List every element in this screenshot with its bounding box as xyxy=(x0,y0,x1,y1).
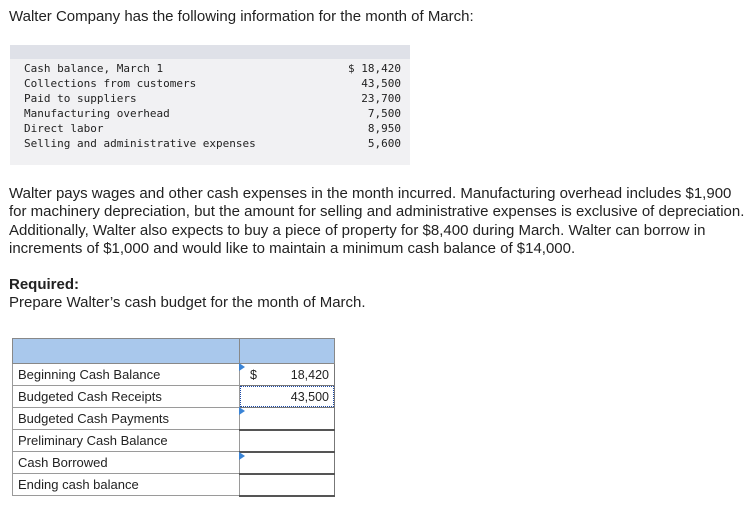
row-label: Budgeted Cash Payments xyxy=(13,408,240,430)
cash-budget-table xyxy=(12,338,335,497)
info-label: Collections from customers xyxy=(24,77,197,90)
flag-icon xyxy=(239,363,245,371)
info-row xyxy=(24,61,401,76)
info-label: Manufacturing overhead xyxy=(24,107,170,120)
flag-icon xyxy=(239,407,245,415)
info-label: Cash balance, March 1 xyxy=(24,62,164,75)
table-row xyxy=(13,452,335,474)
info-row xyxy=(24,136,401,151)
info-row xyxy=(24,121,401,136)
row-label: Cash Borrowed xyxy=(13,452,240,474)
header-cell xyxy=(240,339,335,364)
table-row xyxy=(13,386,335,408)
required-text: Prepare Walter’s cash budget for the month of March. xyxy=(9,294,366,311)
amount-input[interactable] xyxy=(240,452,335,474)
info-value: 8,950 xyxy=(367,122,401,135)
header-cell xyxy=(13,339,240,364)
problem-intro: Walter Company has the following information for the month of March: xyxy=(9,8,474,25)
amount-input[interactable] xyxy=(240,364,335,386)
row-label: Beginning Cash Balance xyxy=(13,364,240,386)
info-label: Selling and administrative expenses xyxy=(24,137,256,150)
table-row xyxy=(13,430,335,452)
info-value: 23,700 xyxy=(361,92,401,105)
problem-paragraph: Walter pays wages and other cash expenses in the month incurred. Manufacturing overhead includes $1,900 for machinery depreciation, but the amount for selling and administrative expenses is exclusive of depreciation. Additionally, Walter also expects to buy a piece of property for $8,400 during March. Walter can borrow in increments of $1,000 and would like to maintain a minimum cash balance of $14,000. xyxy=(9,185,745,258)
info-row xyxy=(24,76,401,91)
row-label: Ending cash balance xyxy=(13,474,240,496)
dollar-sign: $ xyxy=(250,368,257,382)
table-header-row xyxy=(13,339,335,364)
amount-input[interactable] xyxy=(240,430,335,452)
info-value: 43,500 xyxy=(361,77,401,90)
info-value: 7,500 xyxy=(367,107,401,120)
info-value: $ 18,420 xyxy=(348,62,401,75)
amount-input[interactable] xyxy=(240,386,335,408)
row-label: Budgeted Cash Receipts xyxy=(13,386,240,408)
table-row xyxy=(13,364,335,386)
flag-icon xyxy=(239,452,245,460)
amount-input[interactable] xyxy=(240,408,335,430)
amount-value: 43,500 xyxy=(290,390,329,404)
info-table xyxy=(10,45,410,165)
table-row xyxy=(13,408,335,430)
amount-value: 18,420 xyxy=(290,368,329,382)
info-label: Paid to suppliers xyxy=(24,92,137,105)
info-value: 5,600 xyxy=(367,137,401,150)
amount-input[interactable] xyxy=(240,474,335,496)
required-heading: Required: xyxy=(9,276,80,293)
info-label: Direct labor xyxy=(24,122,104,135)
table-row xyxy=(13,474,335,496)
row-label: Preliminary Cash Balance xyxy=(13,430,240,452)
info-row xyxy=(24,106,401,121)
info-row xyxy=(24,91,401,106)
